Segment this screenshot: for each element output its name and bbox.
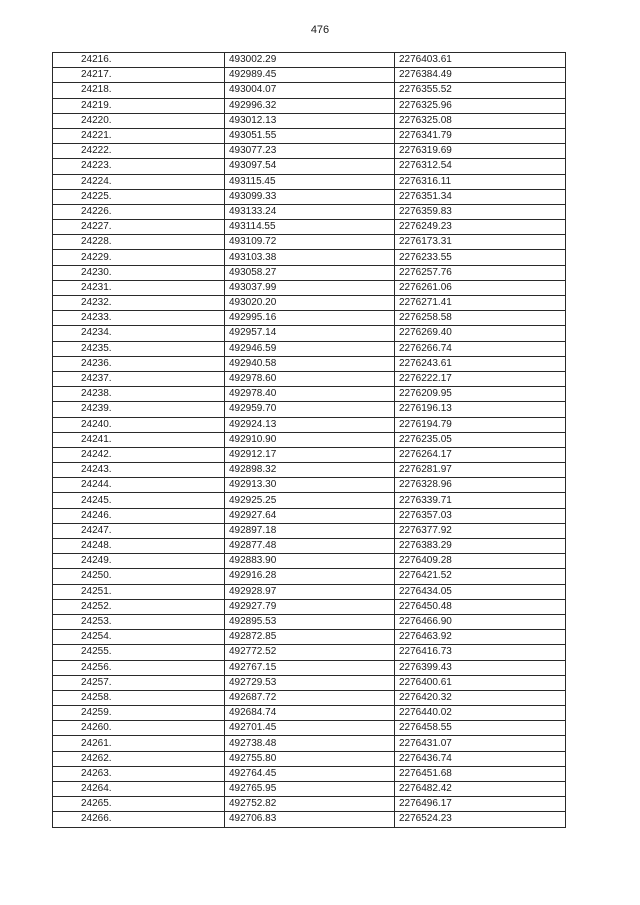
point-number-cell: 24228. [53,235,225,250]
table-row [53,296,566,311]
table-row [53,235,566,250]
x-coordinate-cell: 493077.23 [225,144,395,159]
x-coordinate-cell: 492883.90 [225,554,395,569]
point-number-cell: 24243. [53,463,225,478]
table-row [53,751,566,766]
point-number-cell: 24241. [53,432,225,447]
x-coordinate-cell: 492910.90 [225,432,395,447]
table-row [53,614,566,629]
point-number-cell: 24253. [53,614,225,629]
table-row [53,721,566,736]
y-coordinate-cell: 2276266.74 [395,341,566,356]
y-coordinate-cell: 2276281.97 [395,463,566,478]
table-row [53,630,566,645]
table-row [53,812,566,827]
table-row [53,174,566,189]
x-coordinate-cell: 493097.54 [225,159,395,174]
y-coordinate-cell: 2276359.83 [395,204,566,219]
point-number-cell: 24225. [53,189,225,204]
x-coordinate-cell: 492701.45 [225,721,395,736]
x-coordinate-cell: 493115.45 [225,174,395,189]
y-coordinate-cell: 2276339.71 [395,493,566,508]
table-row [53,128,566,143]
x-coordinate-cell: 493109.72 [225,235,395,250]
table-row [53,53,566,68]
table-row [53,417,566,432]
table-row [53,311,566,326]
x-coordinate-cell: 492764.45 [225,766,395,781]
table-row [53,508,566,523]
x-coordinate-cell: 492767.15 [225,660,395,675]
y-coordinate-cell: 2276458.55 [395,721,566,736]
table-row [53,326,566,341]
table-row [53,432,566,447]
point-number-cell: 24218. [53,83,225,98]
x-coordinate-cell: 493020.20 [225,296,395,311]
y-coordinate-cell: 2276463.92 [395,630,566,645]
x-coordinate-cell: 492957.14 [225,326,395,341]
point-number-cell: 24264. [53,782,225,797]
point-number-cell: 24223. [53,159,225,174]
table-row [53,463,566,478]
table-row [53,569,566,584]
table-row [53,341,566,356]
point-number-cell: 24250. [53,569,225,584]
point-number-cell: 24248. [53,539,225,554]
table-row [53,782,566,797]
point-number-cell: 24242. [53,447,225,462]
point-number-cell: 24245. [53,493,225,508]
page-number: 476 [310,24,330,36]
table-row [53,478,566,493]
table-row [53,220,566,235]
x-coordinate-cell: 492687.72 [225,690,395,705]
y-coordinate-cell: 2276357.03 [395,508,566,523]
point-number-cell: 24265. [53,797,225,812]
point-number-cell: 24254. [53,630,225,645]
y-coordinate-cell: 2276377.92 [395,523,566,538]
y-coordinate-cell: 2276209.95 [395,387,566,402]
table-row [53,675,566,690]
y-coordinate-cell: 2276319.69 [395,144,566,159]
x-coordinate-cell: 492978.40 [225,387,395,402]
x-coordinate-cell: 492912.17 [225,447,395,462]
x-coordinate-cell: 492959.70 [225,402,395,417]
y-coordinate-cell: 2276341.79 [395,128,566,143]
point-number-cell: 24230. [53,265,225,280]
table-row [53,645,566,660]
y-coordinate-cell: 2276434.05 [395,584,566,599]
y-coordinate-cell: 2276450.48 [395,599,566,614]
y-coordinate-cell: 2276328.96 [395,478,566,493]
x-coordinate-cell: 493058.27 [225,265,395,280]
y-coordinate-cell: 2276355.52 [395,83,566,98]
coordinate-table-body [53,53,566,828]
x-coordinate-cell: 493103.38 [225,250,395,265]
y-coordinate-cell: 2276249.23 [395,220,566,235]
x-coordinate-cell: 492924.13 [225,417,395,432]
point-number-cell: 24227. [53,220,225,235]
x-coordinate-cell: 492898.32 [225,463,395,478]
y-coordinate-cell: 2276258.58 [395,311,566,326]
x-coordinate-cell: 492940.58 [225,356,395,371]
table-row [53,660,566,675]
y-coordinate-cell: 2276269.40 [395,326,566,341]
table-row [53,766,566,781]
point-number-cell: 24219. [53,98,225,113]
table-row [53,706,566,721]
table-row [53,83,566,98]
x-coordinate-cell: 492978.60 [225,371,395,386]
y-coordinate-cell: 2276496.17 [395,797,566,812]
table-row [53,554,566,569]
point-number-cell: 24261. [53,736,225,751]
x-coordinate-cell: 492916.28 [225,569,395,584]
y-coordinate-cell: 2276466.90 [395,614,566,629]
table-row [53,599,566,614]
x-coordinate-cell: 492684.74 [225,706,395,721]
y-coordinate-cell: 2276440.02 [395,706,566,721]
table-row [53,113,566,128]
y-coordinate-cell: 2276325.96 [395,98,566,113]
point-number-cell: 24238. [53,387,225,402]
table-row [53,584,566,599]
point-number-cell: 24220. [53,113,225,128]
x-coordinate-cell: 492872.85 [225,630,395,645]
point-number-cell: 24260. [53,721,225,736]
x-coordinate-cell: 492989.45 [225,68,395,83]
y-coordinate-cell: 2276416.73 [395,645,566,660]
x-coordinate-cell: 492877.48 [225,539,395,554]
point-number-cell: 24224. [53,174,225,189]
point-number-cell: 24262. [53,751,225,766]
table-row [53,159,566,174]
y-coordinate-cell: 2276384.49 [395,68,566,83]
y-coordinate-cell: 2276436.74 [395,751,566,766]
table-row [53,797,566,812]
x-coordinate-cell: 492895.53 [225,614,395,629]
y-coordinate-cell: 2276420.32 [395,690,566,705]
table-row [53,539,566,554]
table-row [53,98,566,113]
x-coordinate-cell: 492913.30 [225,478,395,493]
y-coordinate-cell: 2276233.55 [395,250,566,265]
point-number-cell: 24221. [53,128,225,143]
x-coordinate-cell: 492927.64 [225,508,395,523]
y-coordinate-cell: 2276261.06 [395,280,566,295]
table-row [53,356,566,371]
x-coordinate-cell: 492755.80 [225,751,395,766]
x-coordinate-cell: 492897.18 [225,523,395,538]
point-number-cell: 24259. [53,706,225,721]
table-row [53,523,566,538]
y-coordinate-cell: 2276403.61 [395,53,566,68]
y-coordinate-cell: 2276399.43 [395,660,566,675]
point-number-cell: 24257. [53,675,225,690]
x-coordinate-cell: 493051.55 [225,128,395,143]
point-number-cell: 24222. [53,144,225,159]
coordinate-table [52,52,566,828]
table-row [53,189,566,204]
table-row [53,265,566,280]
x-coordinate-cell: 492738.48 [225,736,395,751]
x-coordinate-cell: 493114.55 [225,220,395,235]
x-coordinate-cell: 492772.52 [225,645,395,660]
point-number-cell: 24217. [53,68,225,83]
y-coordinate-cell: 2276431.07 [395,736,566,751]
point-number-cell: 24252. [53,599,225,614]
point-number-cell: 24216. [53,53,225,68]
x-coordinate-cell: 492995.16 [225,311,395,326]
point-number-cell: 24234. [53,326,225,341]
table-row [53,68,566,83]
y-coordinate-cell: 2276257.76 [395,265,566,280]
point-number-cell: 24244. [53,478,225,493]
table-row [53,280,566,295]
y-coordinate-cell: 2276482.42 [395,782,566,797]
point-number-cell: 24236. [53,356,225,371]
x-coordinate-cell: 493133.24 [225,204,395,219]
y-coordinate-cell: 2276264.17 [395,447,566,462]
point-number-cell: 24266. [53,812,225,827]
point-number-cell: 24239. [53,402,225,417]
point-number-cell: 24249. [53,554,225,569]
x-coordinate-cell: 492996.32 [225,98,395,113]
point-number-cell: 24235. [53,341,225,356]
x-coordinate-cell: 492927.79 [225,599,395,614]
y-coordinate-cell: 2276451.68 [395,766,566,781]
x-coordinate-cell: 493099.33 [225,189,395,204]
point-number-cell: 24233. [53,311,225,326]
x-coordinate-cell: 492928.97 [225,584,395,599]
y-coordinate-cell: 2276312.54 [395,159,566,174]
x-coordinate-cell: 492729.53 [225,675,395,690]
y-coordinate-cell: 2276316.11 [395,174,566,189]
y-coordinate-cell: 2276409.28 [395,554,566,569]
table-row [53,144,566,159]
point-number-cell: 24232. [53,296,225,311]
y-coordinate-cell: 2276173.31 [395,235,566,250]
point-number-cell: 24240. [53,417,225,432]
x-coordinate-cell: 493002.29 [225,53,395,68]
point-number-cell: 24231. [53,280,225,295]
y-coordinate-cell: 2276243.61 [395,356,566,371]
table-row [53,250,566,265]
x-coordinate-cell: 492765.95 [225,782,395,797]
y-coordinate-cell: 2276271.41 [395,296,566,311]
point-number-cell: 24251. [53,584,225,599]
x-coordinate-cell: 493004.07 [225,83,395,98]
point-number-cell: 24247. [53,523,225,538]
y-coordinate-cell: 2276222.17 [395,371,566,386]
y-coordinate-cell: 2276421.52 [395,569,566,584]
y-coordinate-cell: 2276196.13 [395,402,566,417]
table-row [53,387,566,402]
table-row [53,371,566,386]
y-coordinate-cell: 2276325.08 [395,113,566,128]
point-number-cell: 24237. [53,371,225,386]
point-number-cell: 24263. [53,766,225,781]
point-number-cell: 24229. [53,250,225,265]
y-coordinate-cell: 2276194.79 [395,417,566,432]
y-coordinate-cell: 2276383.29 [395,539,566,554]
x-coordinate-cell: 492706.83 [225,812,395,827]
y-coordinate-cell: 2276351.34 [395,189,566,204]
point-number-cell: 24226. [53,204,225,219]
point-number-cell: 24246. [53,508,225,523]
point-number-cell: 24256. [53,660,225,675]
table-row [53,690,566,705]
point-number-cell: 24258. [53,690,225,705]
y-coordinate-cell: 2276524.23 [395,812,566,827]
y-coordinate-cell: 2276400.61 [395,675,566,690]
point-number-cell: 24255. [53,645,225,660]
x-coordinate-cell: 492946.59 [225,341,395,356]
table-row [53,447,566,462]
x-coordinate-cell: 492752.82 [225,797,395,812]
x-coordinate-cell: 493012.13 [225,113,395,128]
x-coordinate-cell: 493037.99 [225,280,395,295]
table-row [53,204,566,219]
table-row [53,736,566,751]
table-row [53,493,566,508]
table-row [53,402,566,417]
y-coordinate-cell: 2276235.05 [395,432,566,447]
x-coordinate-cell: 492925.25 [225,493,395,508]
